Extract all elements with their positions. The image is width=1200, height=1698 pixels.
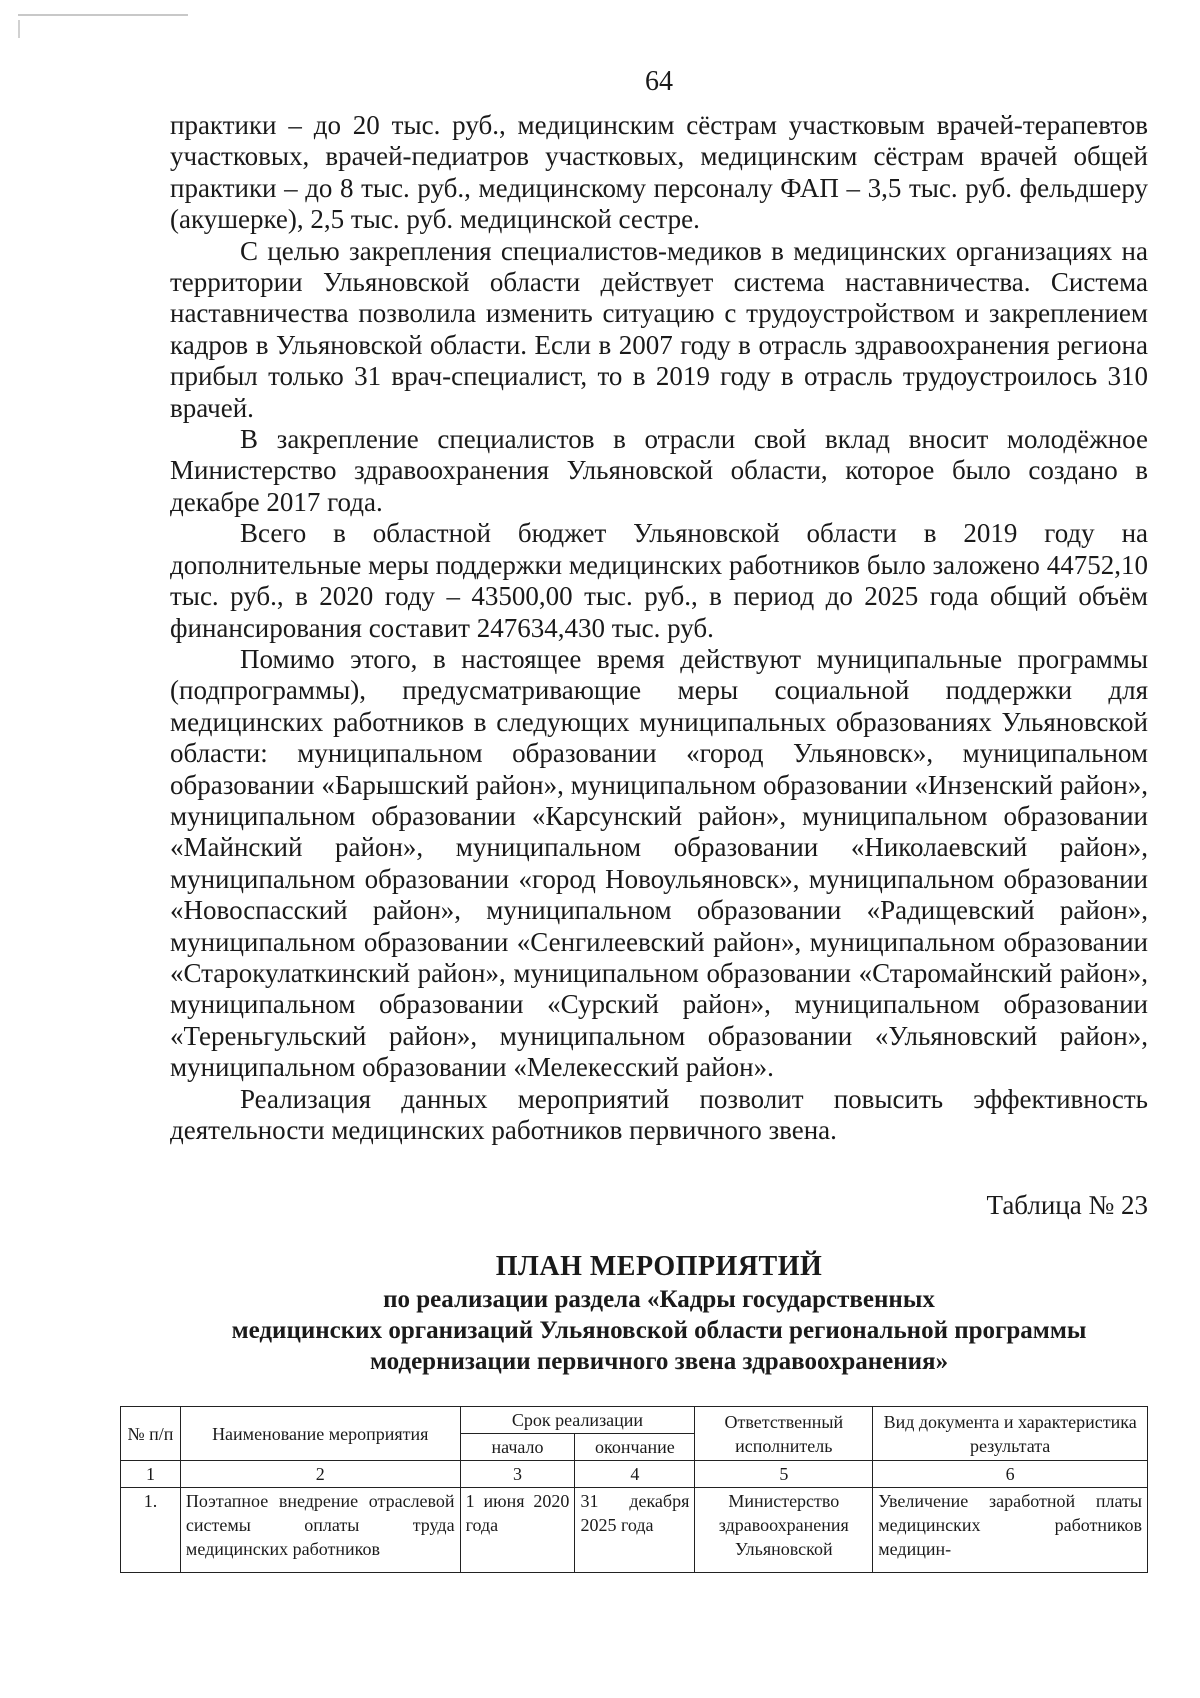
header-responsible: Ответственный исполнитель: [695, 1407, 873, 1461]
header-start: начало: [460, 1434, 575, 1461]
column-number: 2: [180, 1461, 460, 1488]
plan-table: [120, 1406, 1148, 1573]
cell-responsible: Министерство здравоохранения Ульяновской: [695, 1488, 873, 1573]
column-number: 5: [695, 1461, 873, 1488]
cell-name: Поэтапное внедрение отраслевой системы оплаты труда медицинских работников: [180, 1488, 460, 1573]
table-number: Таблица № 23: [986, 1190, 1148, 1220]
plan-subtitle-line: медицинских организаций Ульяновской области региональной программы: [231, 1317, 1087, 1344]
plan-subtitle-line: по реализации раздела «Кадры государственных: [383, 1286, 935, 1313]
paragraph: Реализация данных мероприятий позволит повысить эффективность деятельности медицинских работников первичного звена.: [170, 1083, 1148, 1145]
paragraph: Всего в областной бюджет Ульяновской области в 2019 году на дополнительные меры поддержки медицинских работников было заложено 44752,10 тыс. руб., в 2020 году – 43500,00 тыс. руб., в период до 2025 года общий объём финансирования составит 247634,430 тыс. руб.: [170, 518, 1148, 643]
plan-heading: [170, 1250, 1148, 1377]
paragraph: Помимо этого, в настоящее время действуют муниципальные программы (подпрограммы), предусматривающие меры социальной поддержки для медицинских работников в следующих муниципальных образованиях Ульяновской области: муниципальном образовании «город Ульяновск», муниципальном образовании «Барышский район», муниципальном образовании «Инзенский район», муниципальном образовании «Карсунский район», муниципальном образовании «Майнский район», муниципальном образовании «Николаевский район», муниципальном образовании «город Новоульяновск», муниципальном образовании «Новоспасский район», муниципальном образовании «Радищевский район», муниципальном образовании «Сенгилеевский район», муниципальном образовании «Старокулаткинский район», муниципальном образовании «Старомайнский район», муниципальном образовании «Сурский район», муниципальном образовании «Тереньгульский район», муниципальном образовании «Ульяновский район», муниципальном образовании «Мелекесский район».: [170, 643, 1148, 1083]
plan-subtitle-line: модернизации первичного звена здравоохранения»: [369, 1348, 949, 1375]
cell-doc: Увеличение заработной платы медицинских работников медицин-: [873, 1488, 1148, 1573]
scan-artifact: [18, 20, 20, 38]
page-number: 64: [645, 66, 673, 97]
scan-artifact: [18, 14, 188, 16]
plan-title: ПЛАН МЕРОПРИЯТИЙ: [495, 1251, 823, 1282]
column-number: 4: [575, 1461, 695, 1488]
table-row: [121, 1488, 1148, 1573]
column-number: 6: [873, 1461, 1148, 1488]
paragraph: практики – до 20 тыс. руб., медицинским сёстрам участковым врачей-терапевтов участковых, врачей-педиатров участковых, медицинским сёстрам врачей общей практики – до 8 тыс. руб., медицинскому персоналу ФАП – 3,5 тыс. руб. фельдшеру (акушерке), 2,5 тыс. руб. медицинской сестре.: [170, 110, 1148, 235]
header-period: Срок реализации: [460, 1407, 695, 1434]
paragraph: В закрепление специалистов в отрасли свой вклад вносит молодёжное Министерство здравоохранения Ульяновской области, которое было создано в декабре 2017 года.: [170, 424, 1148, 517]
header-num: № п/п: [121, 1407, 181, 1461]
column-number-row: [121, 1461, 1148, 1488]
cell-end: 31 декабря 2025 года: [575, 1488, 695, 1573]
paragraph: С целью закрепления специалистов-медиков в медицинских организациях на территории Ульяновской области действует система наставничества. Система наставничества позволила изменить ситуацию с трудоустройством и закреплением кадров в Ульяновской области. Если в 2007 году в отрасль здравоохранения региона прибыл только 31 врач-специалист, то в 2019 году в отрасль трудоустроилось 310 врачей.: [170, 235, 1148, 423]
body-text: [170, 110, 1148, 1146]
table-header-row: [121, 1407, 1148, 1434]
header-name: Наименование мероприятия: [180, 1407, 460, 1461]
header-doc: Вид документа и характеристика результата: [873, 1407, 1148, 1461]
cell-num: 1.: [121, 1488, 181, 1573]
header-end: окончание: [575, 1434, 695, 1461]
column-number: 3: [460, 1461, 575, 1488]
cell-start: 1 июня 2020 года: [460, 1488, 575, 1573]
column-number: 1: [121, 1461, 181, 1488]
